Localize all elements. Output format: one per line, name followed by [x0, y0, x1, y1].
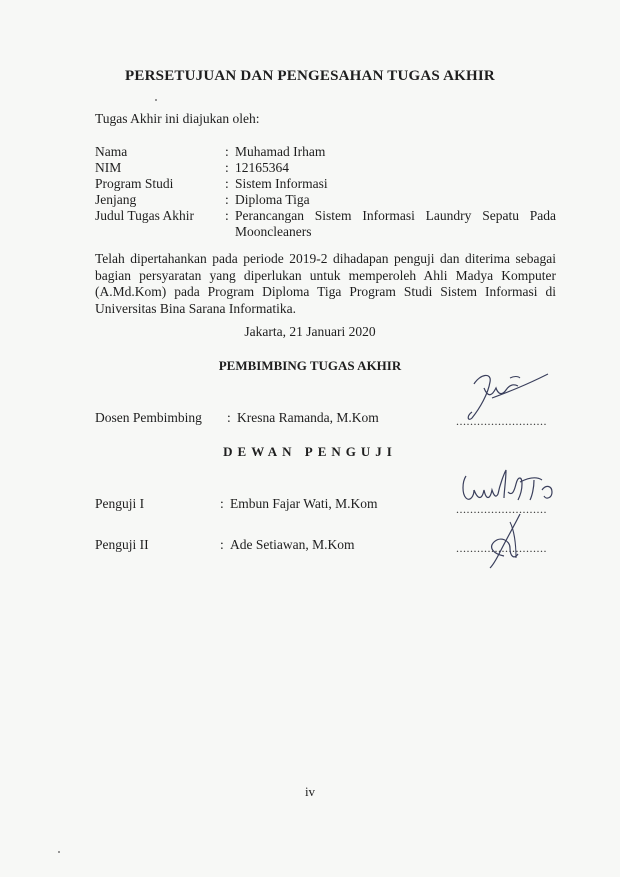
field-value-line1: Perancangan Sistem Informasi Laundry Sepatu Pada: [235, 208, 556, 223]
examiner-1-signature-line: ..........................: [456, 502, 547, 516]
examiner-2-signature: [480, 510, 540, 572]
scan-speck: [58, 851, 60, 853]
examiner-2-signature-line: ..........................: [456, 541, 547, 555]
supervisor-signature: [462, 368, 552, 424]
examiner-label: Penguji II: [95, 537, 149, 552]
supervisor-label: Dosen Pembimbing: [95, 410, 202, 425]
examiner-name: Ade Setiawan, M.Kom: [230, 537, 355, 552]
examiner-label: Penguji I: [95, 496, 145, 511]
place-date: Jakarta, 21 Januari 2020: [244, 324, 376, 339]
supervisor-signature-line: ..........................: [456, 414, 547, 428]
field-value: Sistem Informasi: [235, 176, 328, 191]
field-label: Nama: [95, 144, 128, 159]
page-number: iv: [304, 784, 316, 799]
supervisor-heading: PEMBIMBING TUGAS AKHIR: [218, 358, 402, 373]
examiner-1-signature: [456, 466, 562, 514]
field-colon: :: [225, 144, 229, 159]
examiner-colon: :: [220, 537, 224, 552]
field-colon: :: [225, 208, 229, 223]
examiner-name: Embun Fajar Wati, M.Kom: [230, 496, 378, 511]
scan-speck: [155, 99, 157, 101]
field-label: Program Studi: [95, 176, 174, 191]
field-label: Jenjang: [95, 192, 137, 207]
document-title: PERSETUJUAN DAN PENGESAHAN TUGAS AKHIR: [125, 68, 495, 84]
supervisor-colon: :: [227, 410, 231, 425]
examiner-colon: :: [220, 496, 224, 511]
field-label: NIM: [95, 160, 122, 175]
examiners-heading: DEWAN PENGUJI: [223, 444, 397, 459]
field-value-line2: Mooncleaners: [235, 224, 312, 239]
field-value: Diploma Tiga: [235, 192, 310, 207]
field-colon: :: [225, 160, 229, 175]
field-colon: :: [225, 176, 229, 191]
supervisor-name: Kresna Ramanda, M.Kom: [237, 410, 379, 425]
statement-paragraph: Telah dipertahankan pada periode 2019-2 dihadapan penguji dan diterima sebagai bagian persyaratan yang diperlukan untuk memperoleh Ahli Madya Komputer (A.Md.Kom) pada Program Diploma Tiga Program Studi Sistem Informasi di Universitas Bina Sarana Informatika.: [95, 251, 556, 316]
field-value: Muhamad Irham: [235, 144, 326, 159]
field-label: Judul Tugas Akhir: [95, 208, 195, 223]
field-value: 12165364: [235, 160, 289, 175]
field-colon: :: [225, 192, 229, 207]
intro-text: Tugas Akhir ini diajukan oleh:: [95, 111, 260, 126]
